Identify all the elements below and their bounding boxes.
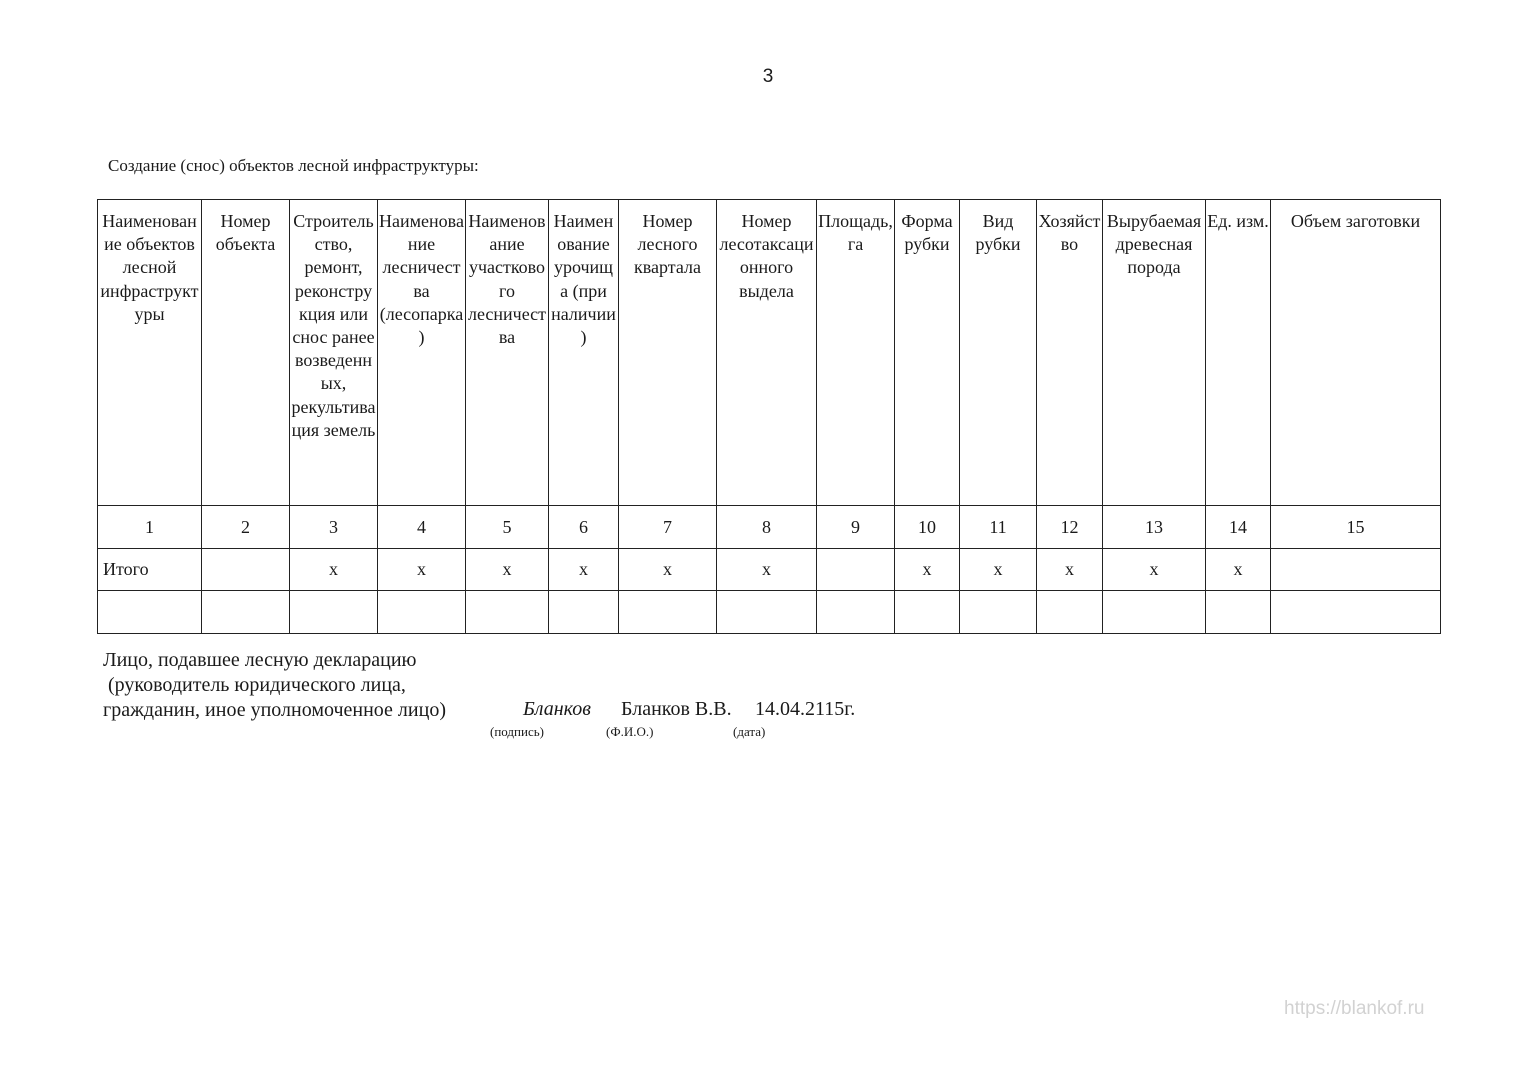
handwritten-signature: Бланков — [523, 698, 591, 720]
watermark: https://blankof.ru — [1284, 998, 1425, 1019]
empty-cell — [717, 591, 817, 634]
total-cell — [817, 549, 895, 591]
total-cell — [202, 549, 290, 591]
caption-fio: (Ф.И.О.) — [606, 724, 654, 739]
total-cell: х — [466, 549, 549, 591]
total-cell: х — [895, 549, 960, 591]
column-number: 8 — [717, 506, 817, 549]
empty-cell — [549, 591, 619, 634]
caption-date: (дата) — [733, 724, 766, 739]
total-cell: х — [717, 549, 817, 591]
total-cell: х — [290, 549, 378, 591]
col-header: Наименование объектов лесной инфраструктуры — [98, 200, 202, 506]
total-cell: х — [960, 549, 1037, 591]
col-header: Площадь, га — [817, 200, 895, 506]
col-header: Ед. изм. — [1206, 200, 1271, 506]
total-cell: х — [549, 549, 619, 591]
column-number: 12 — [1037, 506, 1103, 549]
column-number: 10 — [895, 506, 960, 549]
empty-cell — [960, 591, 1037, 634]
page-number: 3 — [762, 66, 774, 87]
column-number-row — [98, 506, 1441, 549]
column-number: 2 — [202, 506, 290, 549]
column-number: 4 — [378, 506, 466, 549]
empty-cell — [290, 591, 378, 634]
col-header: Наименование лесничества (лесопарка) — [378, 200, 466, 506]
col-header: Номер лесотаксационного выдела — [717, 200, 817, 506]
empty-cell — [1271, 591, 1441, 634]
empty-cell — [895, 591, 960, 634]
col-header: Наименование участкового лесничества — [466, 200, 549, 506]
empty-cell — [98, 591, 202, 634]
column-number: 13 — [1103, 506, 1206, 549]
column-number: 3 — [290, 506, 378, 549]
empty-cell — [817, 591, 895, 634]
column-number: 11 — [960, 506, 1037, 549]
column-number: 5 — [466, 506, 549, 549]
col-header: Вид рубки — [960, 200, 1037, 506]
column-number: 6 — [549, 506, 619, 549]
total-label: Итого — [98, 549, 202, 591]
signer-fio: Бланков В.В. — [621, 698, 732, 720]
column-number: 7 — [619, 506, 717, 549]
column-number: 15 — [1271, 506, 1441, 549]
empty-cell — [466, 591, 549, 634]
empty-row — [98, 591, 1441, 634]
total-row — [98, 549, 1441, 591]
column-number: 9 — [817, 506, 895, 549]
total-cell: х — [1037, 549, 1103, 591]
total-cell: х — [619, 549, 717, 591]
empty-cell — [619, 591, 717, 634]
table-header-row — [98, 200, 1441, 506]
signer-line: Лицо, подавшее лесную декларацию — [103, 649, 417, 671]
col-header: Номер лесного квартала — [619, 200, 717, 506]
caption-signature: (подпись) — [490, 724, 544, 739]
total-cell — [1271, 549, 1441, 591]
empty-cell — [1103, 591, 1206, 634]
column-number: 1 — [98, 506, 202, 549]
total-cell: х — [1103, 549, 1206, 591]
total-cell: х — [378, 549, 466, 591]
empty-cell — [378, 591, 466, 634]
section-heading: Создание (снос) объектов лесной инфраструктуры: — [108, 156, 479, 175]
col-header: Объем заготовки — [1271, 200, 1441, 506]
signer-line: (руководитель юридического лица, — [103, 674, 406, 696]
signer-description — [103, 648, 446, 723]
col-header: Номер объекта — [202, 200, 290, 506]
empty-cell — [202, 591, 290, 634]
col-header: Вырубаемая древесная порода — [1103, 200, 1206, 506]
infrastructure-table — [97, 199, 1441, 634]
signer-line: гражданин, иное уполномоченное лицо) — [103, 699, 446, 721]
total-cell: х — [1206, 549, 1271, 591]
column-number: 14 — [1206, 506, 1271, 549]
empty-cell — [1206, 591, 1271, 634]
col-header: Форма рубки — [895, 200, 960, 506]
col-header: Хозяйство — [1037, 200, 1103, 506]
signature-date: 14.04.2115г. — [755, 698, 856, 720]
col-header: Строительство, ремонт, реконструкция или снос ранее возведенных, рекультивация земель — [290, 200, 378, 506]
col-header: Наименование урочища (при наличии) — [549, 200, 619, 506]
empty-cell — [1037, 591, 1103, 634]
